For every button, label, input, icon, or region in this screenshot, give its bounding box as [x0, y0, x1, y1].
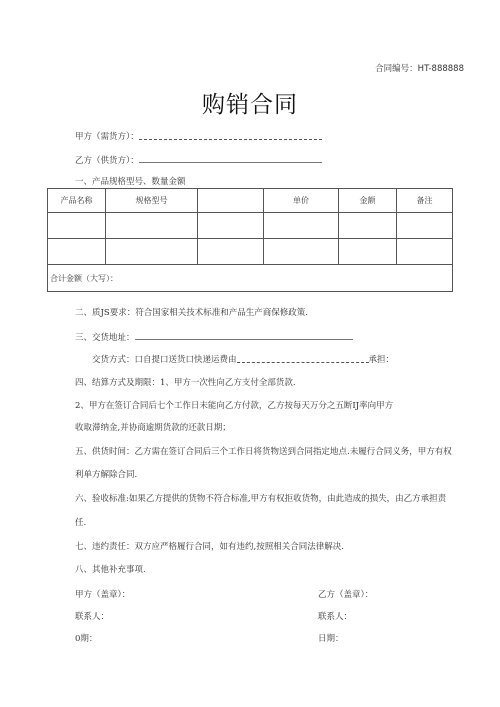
- delivery-method-line: [92, 353, 394, 365]
- delivery-method-suffix: 承担：: [368, 355, 395, 365]
- buyer-field[interactable]: [139, 133, 322, 140]
- page-title: 购销合同: [202, 92, 298, 118]
- party-b-date: 日期：: [318, 634, 344, 644]
- party-b-seal: 乙方（盖章）：: [318, 590, 374, 600]
- buyer-label: 甲方（需货方）：: [75, 132, 139, 142]
- table-cell[interactable]: [198, 239, 264, 265]
- address-field[interactable]: [135, 330, 353, 340]
- section7-liability: 七、违约责任：双方应严格履行合同，如有违约,按照相关合同法律解决.: [75, 542, 344, 552]
- table-cell[interactable]: [106, 239, 198, 265]
- seller-field[interactable]: [139, 153, 322, 163]
- seller-label: 乙方（供货方）：: [75, 156, 139, 166]
- col-header: 产品名称: [48, 189, 106, 213]
- section3-address-line: [75, 330, 353, 343]
- party-b-contact: 联系人：: [318, 612, 353, 622]
- table-cell[interactable]: [339, 239, 397, 265]
- party-a-contact: 联系人：: [75, 612, 110, 622]
- table-cell[interactable]: [264, 239, 339, 265]
- col-header: 单价: [264, 189, 339, 213]
- section4-item2-line2: 收取滞纳金,并协商逾期货款的还款日期；: [75, 423, 231, 433]
- section5-line2: 利单方解除合同.: [75, 470, 138, 480]
- party-a-seal: 甲方（盖章）：: [75, 590, 131, 600]
- table-cell[interactable]: [264, 213, 339, 239]
- table-cell[interactable]: [48, 239, 106, 265]
- section6-line2: 任.: [75, 518, 87, 528]
- section4-heading: 四、结算方式及期限：1、甲方一次性向乙方支付全部货款.: [75, 378, 296, 388]
- table-row: [48, 213, 453, 239]
- contract-number: 合同编号：HT-888888: [375, 64, 464, 74]
- goods-table: [47, 188, 453, 292]
- party-a-date: 0期：: [75, 634, 98, 644]
- col-header: [198, 189, 264, 213]
- col-header: 备注: [397, 189, 453, 213]
- buyer-line: [75, 130, 322, 142]
- section5-line1: 五、供货时间：乙方需在签订合同后三个工作日将货物送到合同指定地点.未履行合同义务，甲方有权: [75, 447, 452, 457]
- address-label: 三、交货地址：: [75, 333, 135, 343]
- table-cell[interactable]: [106, 213, 198, 239]
- section6-line1: 六、验收标准:如果乙方提供的货物不符合标准,甲方有权拒收货物，由此造成的损失，由乙方承担责: [75, 494, 447, 504]
- section2-quality: 二、质JS要求：符合国家相关技术标准和产品生产商保修政策.: [75, 308, 308, 318]
- section8-supplementary: 八、其他补充事项.: [75, 565, 146, 575]
- col-header: 金额: [339, 189, 397, 213]
- freight-payer-field[interactable]: [237, 356, 369, 363]
- table-cell[interactable]: [397, 213, 453, 239]
- total-amount-label[interactable]: 合计金额（大写）：: [48, 265, 453, 292]
- section1-heading: 一、产品规格型号、数量金额: [75, 177, 186, 187]
- table-row: [48, 239, 453, 265]
- seller-line: [75, 153, 322, 166]
- section4-item2-line1: 2、甲方在签订合同后七个工作日未能向乙方付款，乙方按每天万分之五断IJ率向甲方: [75, 401, 394, 411]
- table-cell[interactable]: [48, 213, 106, 239]
- table-cell[interactable]: [198, 213, 264, 239]
- delivery-method-prefix: 交货方式：口自提口送货口快递运费由: [92, 355, 237, 365]
- table-header-row: [48, 189, 453, 213]
- table-cell[interactable]: [397, 239, 453, 265]
- col-header: 规格型号: [106, 189, 198, 213]
- table-cell[interactable]: [339, 213, 397, 239]
- table-total-row: [48, 265, 453, 292]
